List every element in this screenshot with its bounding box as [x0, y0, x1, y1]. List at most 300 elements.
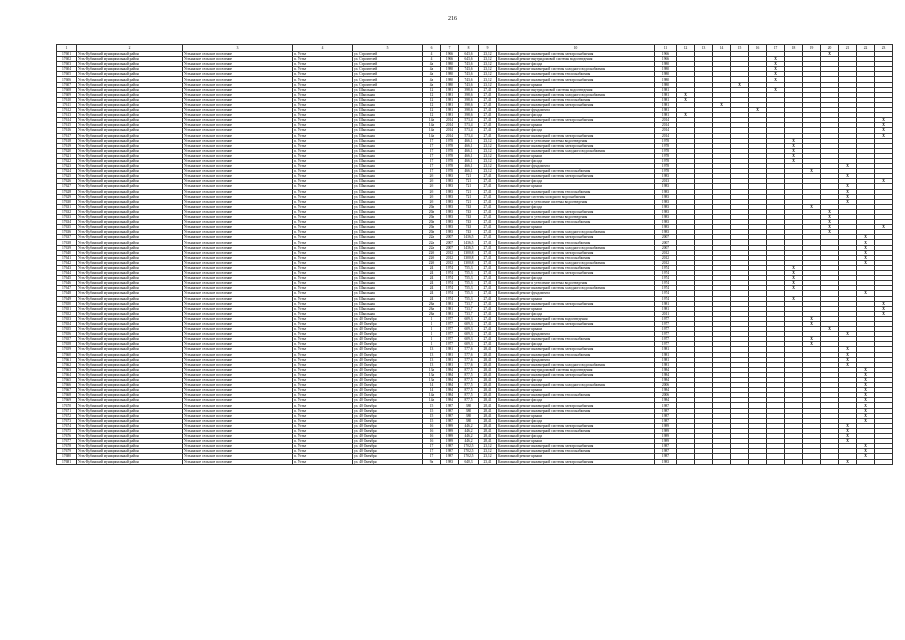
table-header-row	[57, 45, 893, 52]
table-cell: 1984	[441, 398, 459, 403]
table-cell: Капитальный ремонт и утепление системы водоотведения	[497, 199, 655, 204]
table-cell: 1974	[655, 291, 677, 296]
table-cell: Капитальный ремонт фасада	[497, 378, 655, 383]
table-cell: ул. Школьная	[353, 174, 423, 179]
table-cell: ул. 40 Октября	[353, 372, 423, 377]
table-cell: 24	[423, 265, 441, 270]
table-cell: п. Устье	[293, 194, 353, 199]
table-cell: Капитальный ремонт фасада	[497, 418, 655, 423]
table-cell: 743	[459, 220, 479, 225]
table-cell: 1	[423, 332, 441, 337]
year-mark-cell	[821, 459, 839, 464]
table-cell: Капитальный ремонт фундамента	[497, 108, 655, 113]
table-cell: 2006	[655, 393, 677, 398]
table-cell: 17673	[57, 418, 77, 423]
table-cell: 1981	[655, 102, 677, 107]
table-cell: п. Устье	[293, 347, 353, 352]
table-cell: п. Устье	[293, 235, 353, 240]
table-cell: 1983	[655, 204, 677, 209]
table-cell: 17665	[57, 378, 77, 383]
table-cell: 27,41	[479, 108, 497, 113]
table-cell: ул. Школьная	[353, 138, 423, 143]
table-cell: п. Устье	[293, 102, 353, 107]
table-cell: 721	[459, 184, 479, 189]
table-cell: п. Устье	[293, 72, 353, 77]
year-mark-cell: X	[749, 108, 767, 113]
table-cell: Устьянское сельское поселение	[183, 174, 293, 179]
table-cell: Устьянское сельское поселение	[183, 428, 293, 433]
table-cell: 573,4	[459, 133, 479, 138]
table-cell: 1983	[441, 230, 459, 235]
table-cell: 643,6	[459, 57, 479, 62]
table-cell: Капитальный ремонт крыши	[497, 225, 655, 230]
table-cell: Усть-Кубинский муниципальный район	[77, 215, 183, 220]
table-cell: Устьянское сельское поселение	[183, 123, 293, 128]
table-cell: Капитальный ремонт крыши	[497, 454, 655, 459]
table-cell: п. Устье	[293, 316, 353, 321]
table-cell: п. Устье	[293, 276, 353, 281]
table-cell: 17661	[57, 357, 77, 362]
table-cell: 27,41	[479, 215, 497, 220]
table-cell: п. Устье	[293, 230, 353, 235]
table-cell: 1981	[655, 108, 677, 113]
table-cell: 609,3	[459, 316, 479, 321]
table-cell: 466,1	[459, 148, 479, 153]
table-cell: ул. 40 Октября	[353, 449, 423, 454]
table-cell: Усть-Кубинский муниципальный район	[77, 342, 183, 347]
table-cell: Капитальный ремонт фундамента	[497, 164, 655, 169]
year-mark-cell: X	[839, 184, 857, 189]
table-cell: Усть-Кубинский муниципальный район	[77, 209, 183, 214]
table-cell: 17608	[57, 87, 77, 92]
table-cell: 1989	[655, 423, 677, 428]
table-cell: 17681	[57, 459, 77, 464]
table-cell: Усть-Кубинский муниципальный район	[77, 220, 183, 225]
table-cell: 17	[423, 454, 441, 459]
table-cell: Капитальный ремонт фасада	[497, 62, 655, 67]
table-cell: 26а	[423, 301, 441, 306]
year-mark-cell: X	[857, 383, 875, 388]
table-cell: 27,41	[479, 265, 497, 270]
table-cell: Капитальный ремонт инженерной системы электроснабжения	[497, 133, 655, 138]
table-cell: Устьянское сельское поселение	[183, 220, 293, 225]
table-cell: Устьянское сельское поселение	[183, 321, 293, 326]
table-cell: 743,6	[459, 62, 479, 67]
table-cell: 17678	[57, 444, 77, 449]
table-cell: Устьянское сельское поселение	[183, 260, 293, 265]
year-mark-cell: X	[785, 296, 803, 301]
table-cell: Усть-Кубинский муниципальный район	[77, 169, 183, 174]
table-cell: Устьянское сельское поселение	[183, 418, 293, 423]
table-cell: 1987	[655, 454, 677, 459]
repair-program-table	[56, 44, 893, 465]
table-cell: п. Устье	[293, 133, 353, 138]
table-cell: 1981	[441, 362, 459, 367]
table-cell: ул. Школьная	[353, 296, 423, 301]
table-cell: 1436,5	[459, 240, 479, 245]
table-cell: 27,41	[479, 184, 497, 189]
table-cell: 573,4	[459, 123, 479, 128]
table-cell: 1984	[441, 372, 459, 377]
table-cell: 1989	[655, 428, 677, 433]
table-cell: 755,3	[459, 281, 479, 286]
table-cell: 28,41	[479, 418, 497, 423]
year-mark-cell: X	[785, 265, 803, 270]
table-cell: 721	[459, 189, 479, 194]
table-cell: п. Устье	[293, 189, 353, 194]
table-cell: 17639	[57, 245, 77, 250]
table-cell: 2007	[655, 245, 677, 250]
year-mark-cell: X	[839, 439, 857, 444]
table-cell: 17672	[57, 413, 77, 418]
table-cell: Устьянское сельское поселение	[183, 102, 293, 107]
table-cell: Устьянское сельское поселение	[183, 383, 293, 388]
table-cell: Усть-Кубинский муниципальный район	[77, 148, 183, 153]
table-cell: 877,5	[459, 372, 479, 377]
table-cell: 1966	[441, 57, 459, 62]
table-cell: ул. Школьная	[353, 230, 423, 235]
table-cell: 1983	[655, 184, 677, 189]
year-mark-cell: X	[875, 301, 893, 306]
table-cell: 28,41	[479, 362, 497, 367]
table-cell: 27,41	[479, 87, 497, 92]
table-cell: 27,41	[479, 240, 497, 245]
year-mark-cell	[749, 459, 767, 464]
table-cell: Устьянское сельское поселение	[183, 332, 293, 337]
table-cell: ул. 40 Октября	[353, 403, 423, 408]
table-cell: Устьянское сельское поселение	[183, 444, 293, 449]
table-cell: Усть-Кубинский муниципальный район	[77, 62, 183, 67]
table-cell: 27,41	[479, 199, 497, 204]
table-cell: 17607	[57, 82, 77, 87]
table-cell: Капитальный ремонт инженерной системы электроснабжения	[497, 444, 655, 449]
table-cell: 1	[423, 337, 441, 342]
year-mark-cell: X	[839, 199, 857, 204]
table-cell: Капитальный ремонт инженерной системы теплоснабжения	[497, 428, 655, 433]
table-cell: 16	[423, 439, 441, 444]
table-cell: 17680	[57, 454, 77, 459]
table-cell: 23,41	[479, 459, 497, 464]
table-cell: 17	[423, 449, 441, 454]
table-cell: 12	[423, 92, 441, 97]
table-cell: 1974	[655, 265, 677, 270]
table-cell: 1977	[441, 321, 459, 326]
table-cell: 1980	[441, 62, 459, 67]
table-cell: 643,6	[459, 52, 479, 57]
table-cell: Устьянское сельское поселение	[183, 271, 293, 276]
table-cell: п. Устье	[293, 108, 353, 113]
table-cell: 4	[423, 57, 441, 62]
table-cell: Устьянское сельское поселение	[183, 169, 293, 174]
table-cell: Устьянское сельское поселение	[183, 434, 293, 439]
year-mark-cell: X	[875, 311, 893, 316]
table-cell: 17641	[57, 255, 77, 260]
table-cell: Усть-Кубинский муниципальный район	[77, 77, 183, 82]
table-cell: п. Устье	[293, 291, 353, 296]
table-cell: 2012	[441, 255, 459, 260]
table-cell: 17603	[57, 62, 77, 67]
table-cell: Капитальный ремонт инженерной системы холодного водоснабжения	[497, 260, 655, 265]
year-mark-cell: X	[857, 372, 875, 377]
table-cell: 1984	[441, 383, 459, 388]
table-cell: 27,41	[479, 189, 497, 194]
table-cell: 1978	[655, 143, 677, 148]
table-cell: 1981	[655, 87, 677, 92]
table-cell: Усть-Кубинский муниципальный район	[77, 265, 183, 270]
table-cell: п. Устье	[293, 118, 353, 123]
table-cell: 27,41	[479, 194, 497, 199]
table-cell: Устьянское сельское поселение	[183, 72, 293, 77]
table-cell: Устьянское сельское поселение	[183, 372, 293, 377]
table-cell: 17662	[57, 362, 77, 367]
table-cell: 23,12	[479, 169, 497, 174]
table-cell: 1981	[441, 301, 459, 306]
table-cell: Усть-Кубинский муниципальный район	[77, 306, 183, 311]
table-cell: 17651	[57, 306, 77, 311]
column-header: 19	[803, 45, 821, 52]
table-cell: 609,3	[459, 332, 479, 337]
year-mark-cell: X	[839, 194, 857, 199]
table-cell: 1981	[441, 347, 459, 352]
table-cell: 1978	[655, 148, 677, 153]
table-cell: Устьянское сельское поселение	[183, 138, 293, 143]
table-cell: 1980	[655, 77, 677, 82]
table-cell: 28,41	[479, 347, 497, 352]
column-header: 10	[497, 45, 655, 52]
table-cell: 17644	[57, 271, 77, 276]
table-cell: Капитальный ремонт инженерной системы водоотведения	[497, 316, 655, 321]
table-cell: 1974	[655, 286, 677, 291]
table-cell: ул. Школьная	[353, 209, 423, 214]
table-cell: 1436,5	[459, 245, 479, 250]
table-cell: 28,41	[479, 439, 497, 444]
table-cell: Капитальный ремонт крыши	[497, 413, 655, 418]
table-cell: 2006	[655, 383, 677, 388]
table-cell: 14а	[423, 398, 441, 403]
table-cell: 23,12	[479, 444, 497, 449]
table-cell: ул. Школьная	[353, 118, 423, 123]
table-cell: Капитальный ремонт фасада	[497, 158, 655, 163]
column-header: 21	[839, 45, 857, 52]
table-cell: 1981	[655, 347, 677, 352]
table-cell: Усть-Кубинский муниципальный район	[77, 337, 183, 342]
table-row	[57, 459, 893, 464]
table-cell: 2012	[441, 250, 459, 255]
table-cell: Устьянское сельское поселение	[183, 52, 293, 57]
year-mark-cell	[857, 459, 875, 464]
column-header: 20	[821, 45, 839, 52]
table-cell: 1983	[441, 199, 459, 204]
table-cell: 577,6	[459, 357, 479, 362]
table-cell: 23,12	[479, 449, 497, 454]
table-cell: Устьянское сельское поселение	[183, 189, 293, 194]
table-cell: 1974	[441, 276, 459, 281]
year-mark-cell: X	[821, 52, 839, 57]
table-cell: 27,41	[479, 332, 497, 337]
table-cell: п. Устье	[293, 204, 353, 209]
table-cell: 17624	[57, 169, 77, 174]
table-cell: п. Устье	[293, 138, 353, 143]
year-mark-cell: X	[839, 357, 857, 362]
table-cell: 609,3	[459, 337, 479, 342]
table-cell: Устьянское сельское поселение	[183, 143, 293, 148]
table-cell: 1974	[441, 281, 459, 286]
year-mark-cell	[767, 459, 785, 464]
table-cell: Капитальный ремонт инженерной системы теплоснабжения	[497, 189, 655, 194]
table-cell: 1977	[655, 321, 677, 326]
table-cell: ул. Школьная	[353, 250, 423, 255]
table-cell: 17614	[57, 118, 77, 123]
table-cell: 28,41	[479, 357, 497, 362]
table-cell: Усть-Кубинский муниципальный район	[77, 189, 183, 194]
table-cell: Капитальный ремонт инженерной системы электроснабжения	[497, 459, 655, 464]
table-cell: Капитальный ремонт инженерной системы электроснабжения	[497, 301, 655, 306]
year-mark-cell: X	[857, 260, 875, 265]
table-cell: 17637	[57, 235, 77, 240]
year-mark-cell: X	[785, 286, 803, 291]
table-cell: 1981	[441, 113, 459, 118]
table-cell: 1983	[655, 459, 677, 464]
table-cell: Устьянское сельское поселение	[183, 378, 293, 383]
table-cell: 13а	[423, 378, 441, 383]
table-cell: 1981	[655, 301, 677, 306]
table-cell: п. Устье	[293, 199, 353, 204]
column-header: 23	[875, 45, 893, 52]
year-mark-cell: X	[785, 153, 803, 158]
table-cell: Капитальный ремонт и утепление системы водоотведения	[497, 281, 655, 286]
table-cell: Капитальный ремонт внутридомовой системы водоотведения	[497, 87, 655, 92]
table-cell: 16	[423, 423, 441, 428]
table-cell: Капитальный ремонт инженерной системы холодного водоснабжения	[497, 383, 655, 388]
table-cell: Усть-Кубинский муниципальный район	[77, 271, 183, 276]
table-cell: Капитальный ремонт инженерной системы электроснабжения	[497, 423, 655, 428]
table-cell: Капитальный ремонт инженерной системы электроснабжения	[497, 347, 655, 352]
table-cell: п. Устье	[293, 148, 353, 153]
table-cell: 17602	[57, 57, 77, 62]
table-cell: ул. 40 Октября	[353, 357, 423, 362]
table-cell: 877,5	[459, 388, 479, 393]
table-cell: Усть-Кубинский муниципальный район	[77, 102, 183, 107]
table-cell: 17604	[57, 67, 77, 72]
table-cell: 755,3	[459, 271, 479, 276]
table-cell: Устьянское сельское поселение	[183, 459, 293, 464]
table-cell: 17643	[57, 265, 77, 270]
table-cell: 17667	[57, 388, 77, 393]
table-cell: п. Устье	[293, 306, 353, 311]
table-cell: 26а	[423, 306, 441, 311]
year-mark-cell: X	[857, 388, 875, 393]
table-cell: п. Устье	[293, 209, 353, 214]
year-mark-cell: X	[767, 67, 785, 72]
table-cell: 28,41	[479, 367, 497, 372]
table-cell: 17671	[57, 408, 77, 413]
table-cell: Устьянское сельское поселение	[183, 413, 293, 418]
table-cell: 1981	[441, 306, 459, 311]
table-cell: 1983	[655, 215, 677, 220]
table-cell: Устьянское сельское поселение	[183, 316, 293, 321]
table-cell: Усть-Кубинский муниципальный район	[77, 164, 183, 169]
table-cell: Капитальный ремонт инженерной системы теплоснабжения	[497, 97, 655, 102]
table-cell: ул. 40 Октября	[353, 388, 423, 393]
table-cell: 17	[423, 164, 441, 169]
table-cell: ул. 40 Октября	[353, 367, 423, 372]
table-cell: п. Устье	[293, 113, 353, 118]
column-header: 15	[731, 45, 749, 52]
table-cell: ул. 40 Октября	[353, 398, 423, 403]
table-cell: 1987	[441, 408, 459, 413]
table-cell: 1978	[441, 153, 459, 158]
table-cell: Капитальный ремонт инженерной системы теплоснабжения	[497, 240, 655, 245]
year-mark-cell: X	[821, 327, 839, 332]
table-cell: п. Устье	[293, 393, 353, 398]
table-cell: 1981	[441, 92, 459, 97]
year-mark-cell	[731, 459, 749, 464]
table-cell: п. Устье	[293, 337, 353, 342]
table-cell: 28,41	[479, 423, 497, 428]
table-cell: 17648	[57, 291, 77, 296]
table-cell: ул. Школьная	[353, 260, 423, 265]
table-cell: Устьянское сельское поселение	[183, 153, 293, 158]
year-mark-cell: X	[803, 321, 821, 326]
table-cell: 13	[423, 362, 441, 367]
table-cell: Капитальный ремонт инженерной системы электроснабжения	[497, 321, 655, 326]
table-cell: 1	[423, 321, 441, 326]
table-cell: 1980	[441, 82, 459, 87]
table-cell: ул. Школьная	[353, 87, 423, 92]
table-cell: Усть-Кубинский муниципальный район	[77, 184, 183, 189]
table-cell: Устьянское сельское поселение	[183, 235, 293, 240]
table-cell: 1966	[655, 52, 677, 57]
table-cell: ул. Школьная	[353, 240, 423, 245]
table-cell: п. Устье	[293, 311, 353, 316]
table-cell: 1983	[655, 189, 677, 194]
table-cell: 466,1	[459, 143, 479, 148]
table-cell: Усть-Кубинский муниципальный район	[77, 128, 183, 133]
table-cell: 27,41	[479, 113, 497, 118]
table-cell: 1989	[655, 434, 677, 439]
table-cell: 1987	[441, 413, 459, 418]
table-cell: ул. Школьная	[353, 286, 423, 291]
table-cell: 743	[459, 204, 479, 209]
table-cell: п. Устье	[293, 449, 353, 454]
year-mark-cell	[713, 459, 731, 464]
table-cell: Устьянское сельское поселение	[183, 327, 293, 332]
table-cell: 17610	[57, 97, 77, 102]
table-cell: Усть-Кубинский муниципальный район	[77, 245, 183, 250]
year-mark-cell: X	[767, 87, 785, 92]
table-cell: 17668	[57, 393, 77, 398]
table-cell: 23,12	[479, 148, 497, 153]
table-cell: Капитальный ремонт фасада	[497, 128, 655, 133]
table-cell: Усть-Кубинский муниципальный район	[77, 362, 183, 367]
table-cell: 27,41	[479, 133, 497, 138]
table-cell: 4а	[423, 77, 441, 82]
year-mark-cell: X	[677, 113, 695, 118]
table-cell: 398,6	[459, 113, 479, 118]
table-cell: 12	[423, 108, 441, 113]
table-cell: 1987	[441, 449, 459, 454]
table-cell: Усть-Кубинский муниципальный район	[77, 434, 183, 439]
table-cell: 1966	[441, 52, 459, 57]
table-cell: 733,7	[459, 306, 479, 311]
year-mark-cell: X	[857, 408, 875, 413]
table-cell: Устьянское сельское поселение	[183, 291, 293, 296]
column-header: 3	[183, 45, 293, 52]
table-cell: Капитальный ремонт инженерной системы холодного водоснабжения	[497, 92, 655, 97]
table-cell: 1981	[655, 97, 677, 102]
year-mark-cell: X	[821, 225, 839, 230]
table-cell: 1974	[655, 296, 677, 301]
